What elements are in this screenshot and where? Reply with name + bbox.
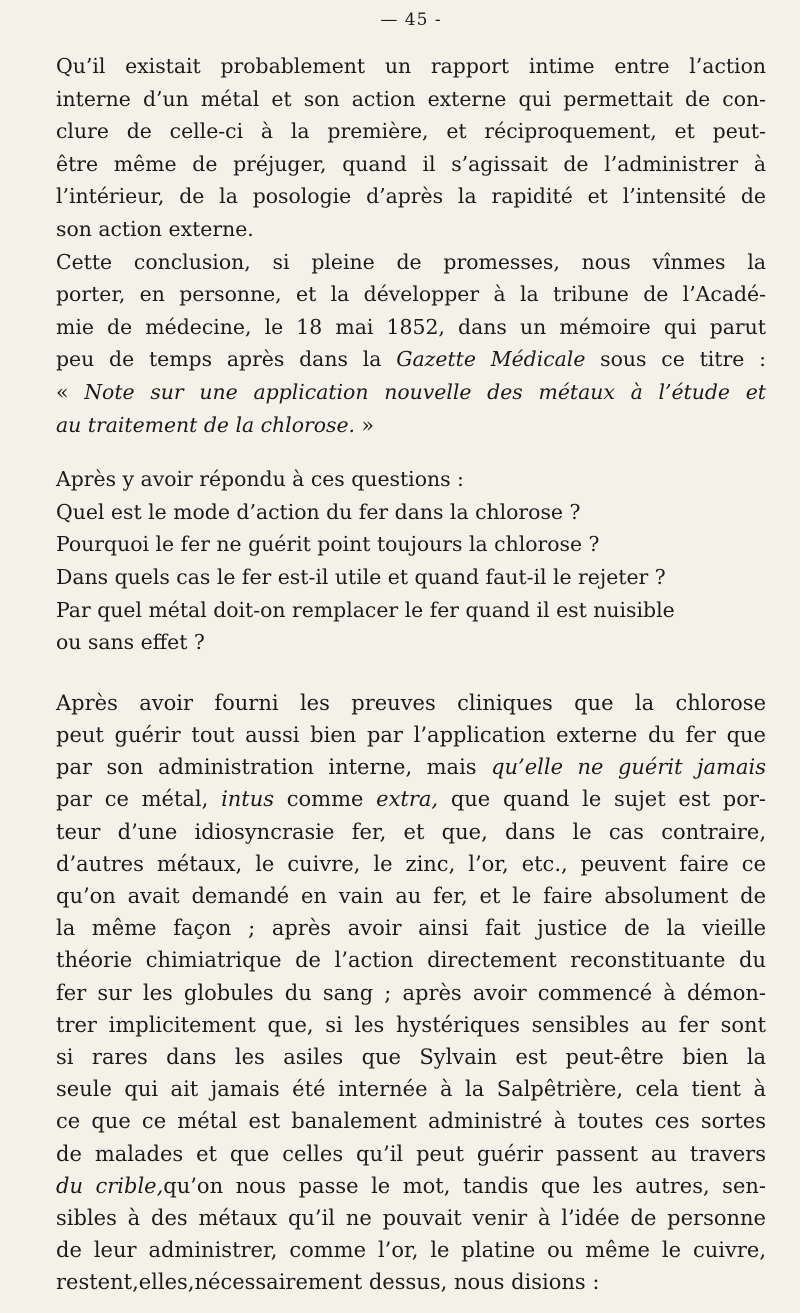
text-run: « — [56, 379, 85, 404]
text-line: fer sur les globules du sang ; après avoir commencé à démon- — [56, 980, 766, 1005]
text-line — [56, 409, 766, 442]
text-line: de leur administrer, comme l’or, le platine ou même le cuivre, — [56, 1238, 766, 1263]
text-line: restent,elles,nécessairement dessus, nous disions : — [56, 1270, 600, 1295]
text-line — [56, 343, 766, 376]
spacer — [56, 441, 766, 463]
question-line: ou sans effet ? — [56, 630, 205, 655]
text-line: être même de préjuger, quand il s’agissait de l’administrer à — [56, 151, 766, 176]
text-line: Après y avoir répondu à ces questions : — [56, 467, 464, 492]
paragraph-3 — [56, 687, 766, 1299]
emphasis: extra, — [376, 787, 439, 812]
text-run: qu’on nous passe le mot, tandis que les autres, sen- — [163, 1173, 766, 1198]
text-line: teur d’une idiosyncrasie fer, et que, dans le cas contraire, — [56, 819, 766, 844]
text-line: la même façon ; après avoir ainsi fait justice de la vieille — [56, 916, 766, 941]
text-line: Qu’il existait probablement un rapport intime entre l’action — [56, 54, 766, 78]
text-line: de malades et que celles qu’il peut guérir passent au travers — [56, 1141, 766, 1166]
text-line: trer implicitement que, si les hystériques sensibles au fer sont — [56, 1012, 766, 1037]
text-run: peu de temps après dans la — [56, 347, 397, 372]
paragraph-2 — [56, 246, 766, 442]
emphasis: intus — [221, 787, 275, 812]
text-line: son action externe. — [56, 216, 254, 241]
text-line — [56, 783, 766, 815]
question-line: Pourquoi le fer ne guérit point toujours la chlorose ? — [56, 532, 600, 557]
text-line: porter, en personne, et la développer à la tribune de l’Acadé- — [56, 282, 766, 307]
text-line: l’intérieur, de la posologie d’après la rapidité et l’intensité de — [56, 184, 766, 209]
emphasis: qu’elle ne guérit jamais — [491, 755, 766, 780]
paragraph-1 — [56, 50, 766, 246]
page-number: — 45 - — [380, 10, 442, 30]
spacer — [56, 659, 766, 687]
text-line: d’autres métaux, le cuivre, le zinc, l’or, etc., peuvent faire ce — [56, 851, 766, 876]
text-line: qu’on avait demandé en vain au fer, et le faire absolument de — [56, 883, 766, 908]
text-run: comme — [274, 787, 377, 812]
text-line: peut guérir tout aussi bien par l’application externe du fer que — [56, 722, 766, 747]
text-line: ce que ce métal est banalement administré à toutes ces sortes — [56, 1109, 766, 1134]
text-line: théorie chimiatrique de l’action directement reconstituante du — [56, 948, 766, 973]
text-line — [56, 751, 766, 783]
text-run: que quand le sujet est por- — [438, 787, 766, 812]
text-line — [56, 376, 766, 409]
text-run: par ce métal, — [56, 787, 222, 812]
text-line: Cette conclusion, si pleine de promesses, nous vînmes la — [56, 249, 766, 274]
text-line: interne d’un métal et son action externe qui permettait de con- — [56, 86, 766, 111]
text-line: clure de celle-ci à la première, et réciproquement, et peut- — [56, 119, 766, 144]
question-line: Par quel métal doit-on remplacer le fer quand il est nuisible — [56, 597, 675, 622]
text-line: seule qui ait jamais été internée à la Salpêtrière, cela tient à — [56, 1077, 766, 1102]
question-line: Quel est le mode d’action du fer dans la chlorose ? — [56, 499, 581, 524]
text-line: Après avoir fourni les preuves cliniques que la chlorose — [56, 690, 766, 715]
emphasis: du crible, — [56, 1173, 164, 1198]
text-line: si rares dans les asiles que Sylvain est peut-être bien la — [56, 1044, 766, 1069]
text-run: » — [355, 412, 374, 437]
question-line: Dans quels cas le fer est-il utile et quand faut-il le rejeter ? — [56, 564, 666, 589]
journal-title: Gazette Médicale — [396, 347, 586, 372]
text-run: par son administration interne, mais — [56, 755, 492, 780]
questions-block — [56, 463, 766, 659]
memoir-title: au traitement de la chlorose. — [56, 412, 356, 437]
memoir-title: Note sur une application nouvelle des métaux à l’étude et — [84, 379, 766, 404]
text-run: sous ce titre : — [585, 347, 766, 372]
text-line: mie de médecine, le 18 mai 1852, dans un mémoire qui parut — [56, 314, 766, 339]
text-line — [56, 1170, 766, 1202]
text-line: sibles à des métaux qu’il ne pouvait venir à l’idée de personne — [56, 1205, 766, 1230]
